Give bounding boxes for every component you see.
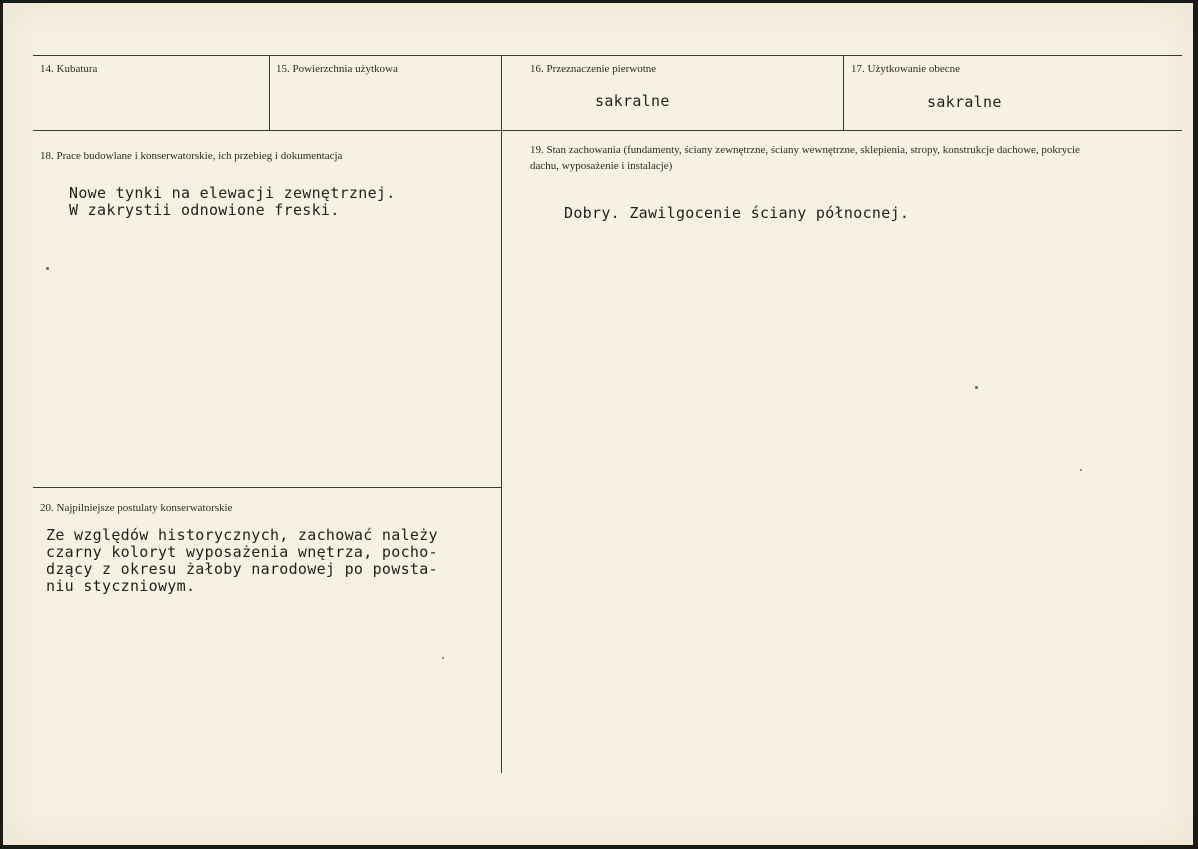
field-16-value: sakralne <box>595 92 670 110</box>
paper-speck <box>1080 469 1082 471</box>
field-18-line-2: W zakrystii odnowione freski. <box>69 201 340 219</box>
record-card <box>3 3 1193 845</box>
field-19-value: Dobry. Zawilgocenie ściany północnej. <box>564 204 910 222</box>
field-18-label: 18. Prace budowlane i konserwatorskie, ich przebieg i dokumentacja <box>40 150 343 162</box>
rule-middle <box>33 130 1182 131</box>
field-20-line-2: czarny koloryt wyposażenia wnętrza, pocho- <box>46 543 438 561</box>
field-20-line-4: niu styczniowym. <box>46 577 196 595</box>
field-20-label: 20. Najpilniejsze postulaty konserwatorskie <box>40 502 233 514</box>
rule-top <box>33 55 1182 56</box>
paper-speck <box>442 657 444 659</box>
field-20-line-3: dzący z okresu żałoby narodowej po powsta- <box>46 560 438 578</box>
paper-speck <box>46 267 49 270</box>
field-18-line-1: Nowe tynki na elewacji zewnętrznej. <box>69 184 396 202</box>
divider-16-17 <box>843 56 844 130</box>
paper-speck <box>975 386 978 389</box>
rule-section-20 <box>33 487 501 488</box>
field-14-label: 14. Kubatura <box>40 63 98 75</box>
divider-14-15 <box>269 56 270 130</box>
field-17-value: sakralne <box>927 93 1002 111</box>
divider-15-16 <box>501 56 502 773</box>
field-20-line-1: Ze względów historycznych, zachować należy <box>46 526 438 544</box>
field-17-label: 17. Użytkowanie obecne <box>851 63 961 75</box>
field-16-label: 16. Przeznaczenie pierwotne <box>530 63 657 75</box>
field-15-label: 15. Powierzchnia użytkowa <box>276 63 398 75</box>
field-19-label: 19. Stan zachowania (fundamenty, ściany zewnętrzne, ściany wewnętrzne, sklepienia, stropy, konstrukcje dachowe, pokrycie dachu, wyposażenie i instalacje) <box>530 144 1080 172</box>
